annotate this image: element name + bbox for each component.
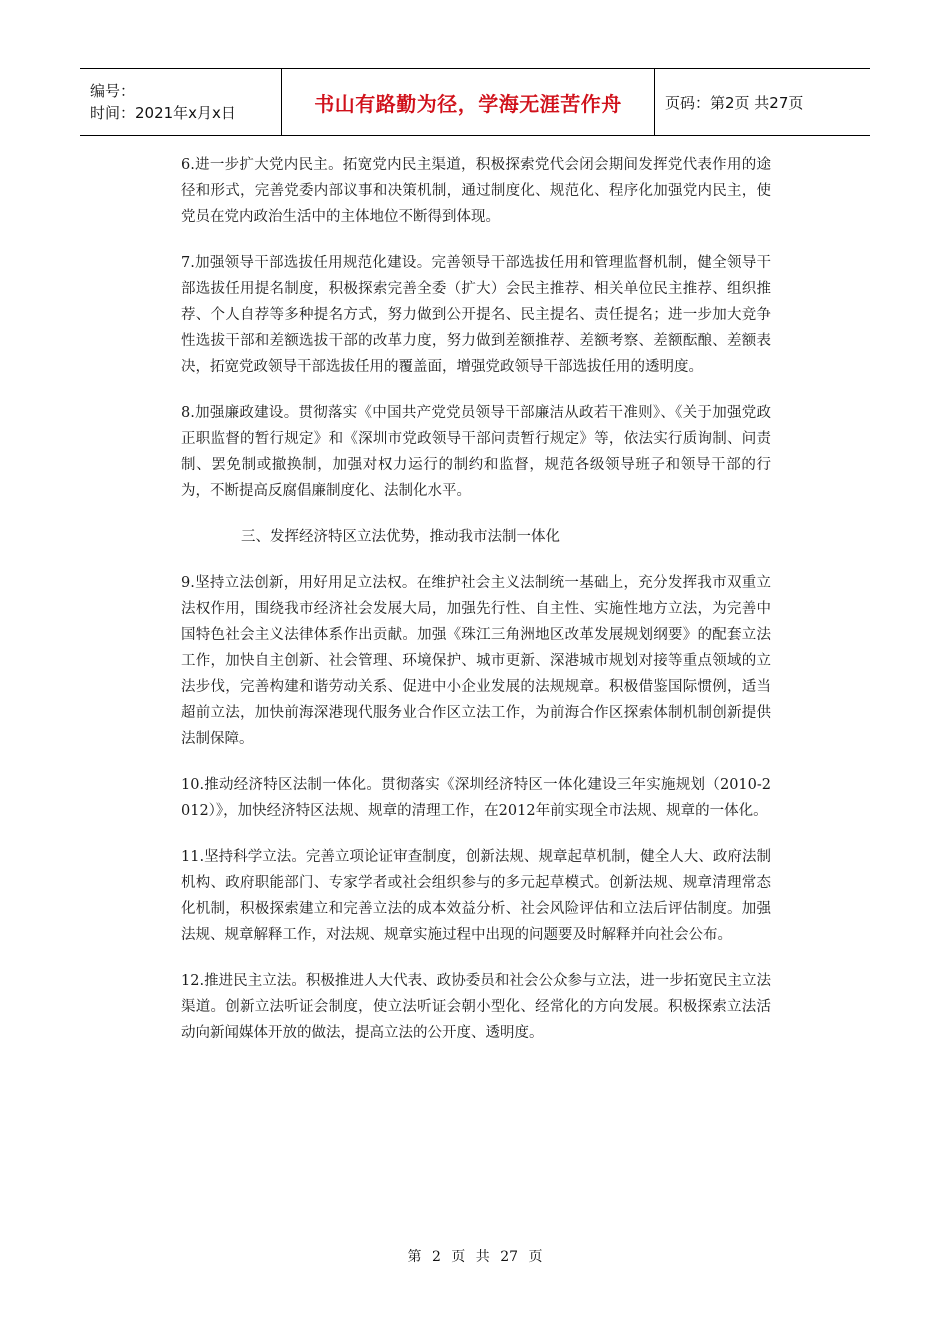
- paragraph-10: 10.推动经济特区法制一体化。贯彻落实《深圳经济特区一体化建设三年实施规划（2010-2012）》，加快经济特区法规、规章的清理工作，在2012年前实现全市法规、规章的一体化。: [181, 777, 771, 819]
- page-header: [80, 68, 870, 136]
- paragraph-11: 11.坚持科学立法。完善立项论证审查制度，创新法规、规章起草机制，健全人大、政府法制机构、政府职能部门、专家学者或社会组织参与的多元起草模式。创新法规、规章清理常态化机制，积极探索建立和完善立法的成本效益分析、社会风险评估和立法后评估制度。加强法规、规章解释工作，对法规、规章实施过程中出现的问题要及时解释并向社会公布。: [181, 849, 771, 943]
- header-motto-cell: [281, 69, 655, 135]
- document-body: [181, 152, 771, 1066]
- header-motto: 书山有路勤为径，学海无涯苦作舟: [314, 91, 622, 116]
- paragraph-8: 8.加强廉政建设。贯彻落实《中国共产党党员领导干部廉洁从政若干准则》、《关于加强党政正职监督的暂行规定》和《深圳市党政领导干部问责暂行规定》等，依法实行质询制、问责制、罢免制或撤换制，加强对权力运行的制约和监督，规范各级领导班子和领导干部的行为，不断提高反腐倡廉制度化、法制化水平。: [181, 405, 771, 499]
- paragraph-9: 9.坚持立法创新，用好用足立法权。在维护社会主义法制统一基础上，充分发挥我市双重立法权作用，围绕我市经济社会发展大局，加强先行性、自主性、实施性地方立法，为完善中国特色社会主义法律体系作出贡献。加强《珠江三角洲地区改革发展规划纲要》的配套立法工作，加快自主创新、社会管理、环境保护、城市更新、深港城市规划对接等重点领域的立法步伐，完善构建和谐劳动关系、促进中小企业发展的法规规章。积极借鉴国际惯例，适当超前立法，加快前海深港现代服务业合作区立法工作，为前海合作区探索体制机制创新提供法制保障。: [181, 575, 771, 747]
- header-page-cell: [655, 69, 870, 135]
- paragraph-6: 6.进一步扩大党内民主。拓宽党内民主渠道，积极探索党代会闭会期间发挥党代表作用的途径和形式，完善党委内部议事和决策机制，通过制度化、规范化、程序化加强党内民主，使党员在党内政治生活中的主体地位不断得到体现。: [181, 157, 771, 225]
- page-footer: [0, 1246, 950, 1266]
- header-meta: [80, 69, 281, 135]
- header-page-number: 页码：第2页 共27页: [665, 93, 804, 112]
- footer-page-number: 第 2 页 共 27 页: [407, 1249, 543, 1265]
- paragraph-7: 7.加强领导干部选拔任用规范化建设。完善领导干部选拔任用和管理监督机制，健全领导干部选拔任用提名制度，积极探索完善全委（扩大）会民主推荐、相关单位民主推荐、组织推荐、个人自荐等多种提名方式，努力做到公开提名、民主提名、责任提名；进一步加大竞争性选拔干部和差额选拔干部的改革力度，努力做到差额推荐、差额考察、差额酝酿、差额表决，拓宽党政领导干部选拔任用的覆盖面，增强党政领导干部选拔任用的透明度。: [181, 255, 771, 375]
- paragraph-12: 12.推进民主立法。积极推进人大代表、政协委员和社会公众参与立法，进一步拓宽民主立法渠道。创新立法听证会制度，使立法听证会朝小型化、经常化的方向发展。积极探索立法活动向新闻媒体开放的做法，提高立法的公开度、透明度。: [181, 973, 771, 1041]
- document-number-label: 编号：: [90, 82, 136, 100]
- document-time-label: 时间：2021年x月x日: [90, 104, 236, 122]
- section-heading: 三、发挥经济特区立法优势，推动我市法制一体化: [241, 529, 560, 545]
